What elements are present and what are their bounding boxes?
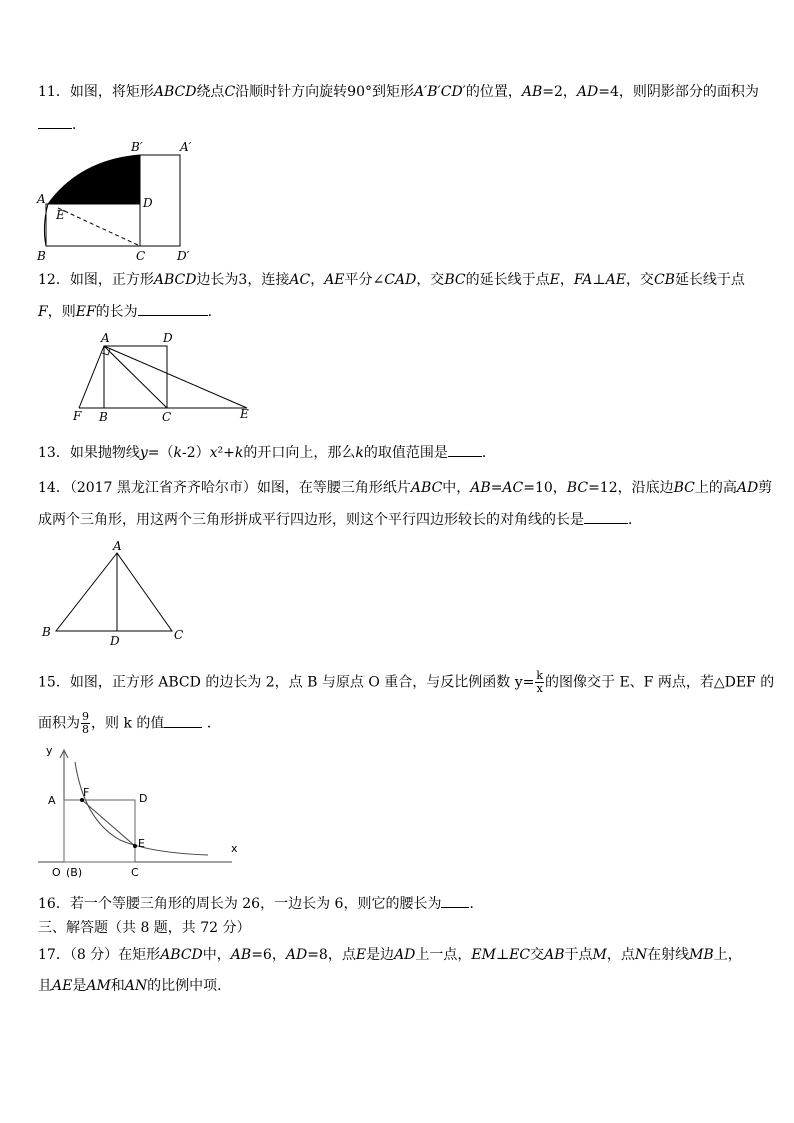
label-b: B	[99, 410, 108, 424]
label-f: F	[83, 786, 90, 799]
square-abcd	[64, 800, 135, 862]
label-e: E	[240, 407, 249, 421]
label-c: C	[131, 866, 139, 879]
label-d: D	[163, 331, 173, 345]
q17-text-line2: 且AE是AM和AN的比例中项．	[38, 978, 232, 994]
q11-text: 11．如图，将矩形ABCD绕点C沿顺时针方向旋转90°到矩形A′B′CD′的位置，AB=2，AD=4，则阴影部分的面积为	[38, 84, 759, 100]
label-a: A	[101, 331, 110, 345]
label-d-prime: D′	[177, 249, 190, 263]
point-e	[133, 844, 137, 848]
label-a: A	[113, 539, 122, 553]
label-c: C	[174, 628, 184, 642]
answer-blank[interactable]	[441, 893, 469, 908]
label-b-paren: (B)	[66, 866, 83, 879]
label-y: y	[46, 744, 53, 757]
label-b: B	[37, 249, 46, 263]
q11-answer-line: ．	[38, 114, 86, 135]
q14-text-line2: 成两个三角形，用这两个三角形拼成平行四边形，则这个平行四边形较长的对角线的长是 ．	[38, 509, 642, 530]
label-o: O	[52, 866, 61, 879]
label-d: D	[143, 196, 153, 210]
q12-text-line2: F，则EF的长为 ．	[38, 301, 222, 322]
q12-text: 12．如图，正方形ABCD边长为3，连接AC，AE平分∠CAD，交BC的延长线于点E，FA⊥AE，交CB延长线于点	[38, 272, 745, 288]
fraction-9-over-8: $\frac{9}{8}$	[82, 710, 89, 736]
segment-fe	[82, 800, 135, 846]
q15-text: 15．如图，正方形 ABCD 的边长为 2，点 B 与原点 O 重合，与反比例函数 y= $\frac{k}{x}$ 的图像交于 E、F 两点，若△DEF 的	[38, 669, 775, 695]
fraction-k-over-x: $\frac{k}{x}$	[536, 669, 544, 695]
label-x: x	[231, 842, 238, 855]
label-b-prime: B′	[131, 140, 143, 154]
label-a-prime: A′	[180, 140, 192, 154]
q13-text: 13．如果抛物线y=（k-2）x²+k的开口向上，那么k的取值范围是 ．	[38, 442, 496, 463]
q16-text: 16．若一个等腰三角形的周长为 26，一边长为 6，则它的腰长为 ．	[38, 893, 483, 914]
q14-text: 14．（2017 黑龙江省齐齐哈尔市）如图，在等腰三角形纸片ABC中，AB=AC=10，BC=12，沿底边BC上的高AD剪	[38, 480, 773, 496]
q17-text: 17．（8 分）在矩形ABCD中，AB=6，AD=8，点E是边AD上一点，EM⊥EC交AB于点M，点N在射线MB上，	[38, 947, 742, 963]
label-c: C	[136, 249, 146, 263]
label-a: A	[48, 794, 56, 807]
label-a: A	[37, 192, 46, 206]
label-f: F	[73, 409, 82, 423]
label-d: D	[139, 792, 148, 805]
label-b: B	[42, 625, 51, 639]
label-e: E	[138, 837, 145, 850]
label-c: C	[162, 410, 172, 424]
q15-text-line2: 面积为 $\frac{9}{8}$ ，则 k 的值 ．	[38, 710, 221, 736]
section-title: 三、解答题（共 8 题，共 72 分）	[38, 920, 251, 936]
label-e: E	[56, 208, 65, 222]
label-d: D	[110, 634, 120, 648]
